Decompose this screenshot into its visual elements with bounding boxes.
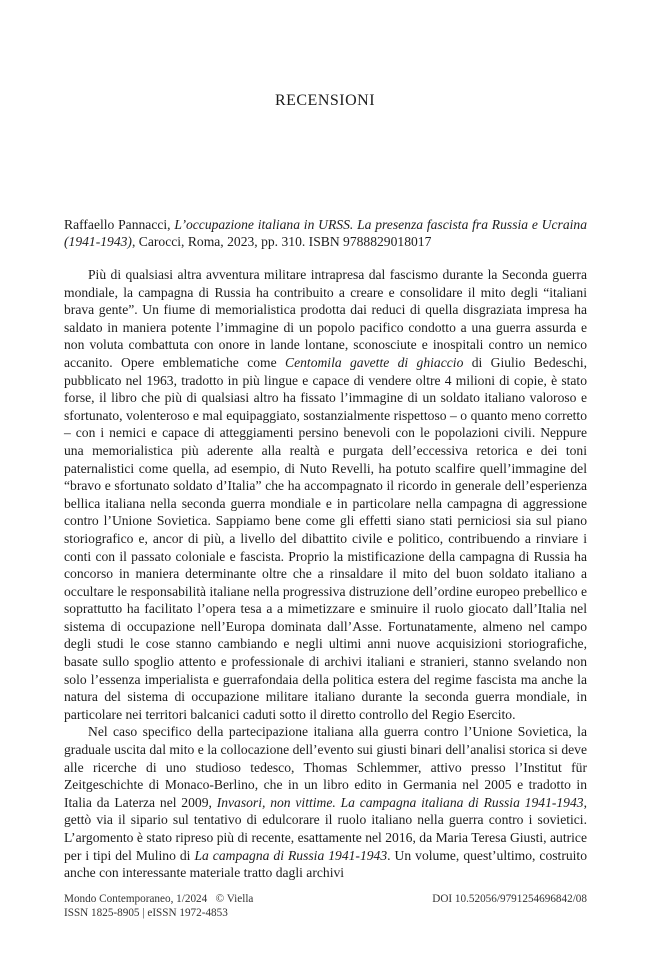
page-footer xyxy=(64,892,587,920)
italic-title: La campagna di Russia 1941-1943 xyxy=(194,847,388,863)
review-body xyxy=(64,266,587,882)
italic-title: Centomila gavette di ghiaccio xyxy=(285,354,464,370)
italic-title: Invasori, non vittime. La campagna italiana di Russia 1941-1943 xyxy=(216,794,584,810)
footer-journal-info xyxy=(64,892,253,906)
paragraph-text: Nel caso specifico della partecipazione italiana alla guerra contro l’Unione Sovietica, la graduale uscita dal mito e la collocazione dell’evento sui giusti binari dell’analisi storica si deve alle ricerche di uno studioso tedesco, Thomas Schlemmer, attivo presso l’Institut für Zeitgeschichte di Monaco-Berlino, che in un libro edito in Germania nel 2005 e tradotto in Italia da Laterza nel 2009, xyxy=(64,724,587,810)
citation-title: L’occupazione italiana in URSS. La presenza fascista fra Russia e Ucraina (1941-1943) xyxy=(64,217,587,249)
review-paragraph-2 xyxy=(64,723,587,881)
paragraph-text: , gettò via il sipario sul tentativo di edulcorare il ruolo italiano nella guerra contro i sovietici. L’argomento è stato ripreso più di recente, esattamente nel 2016, da Maria Teresa Giusti, autrice per i tipi del Mulino di xyxy=(64,794,587,863)
footer-publisher: © Viella xyxy=(215,893,254,905)
paragraph-text: di Giulio Bedeschi, pubblicato nel 1963, tradotto in più lingue e capace di vendere oltre 4 milioni di copie, è stato forse, il libro che più di qualsiasi altro ha fissato l’immagine di un soldato italiano valoroso e sfortunato, volenteroso e mal equipaggiato, sostanzialmente rispettoso – o quanto meno corretto – con i nemici e capace di atteggiamenti persino benevoli con le popolazioni civili. Neppure una memorialistica più aderente alla realtà e purgata dell’eccessiva retorica e dei toni paternalistici come quella, ad esempio, di Nuto Revelli, ha potuto scalfire quell’immagine del “bravo e sfortunato soldato d’Italia” che ha accompagnato il ricordo in generale dell’esperienza bellica italiana nella seconda guerra mondiale e in particolare nella campagna di aggressione contro l’Unione Sovietica. Sappiamo bene come gli effetti siano stati perniciosi sia sul piano storiografico e, ancor di più, a livello del dibattito civile e politico, contribuendo a rinviare i conti con il passato coloniale e fascista. Proprio la mistificazione della campagna di Russia ha concorso in maniera determinante oltre che a rinsaldare il mito del buon soldato italiano a occultare le responsabilità italiane nella progressiva distruzione dell’ordine europeo prebellico e soprattutto ha facilitato l’opera tesa a a mimetizzare e sminuire il ruolo giocato dall’Italia nel sistema di occupazione nell’Europa dominata dall’Asse. Fortunatamente, almeno nel campo degli studi le cose stanno cambiando e negli ultimi anni nuove acquisizioni storiografiche, basate sullo spoglio attento e professionale di archivi italiani e stranieri, stanno svelando non solo l’essenza imperialista e guerrafondaia della politica estera del regime fascista ma anche la natura del sistema di occupazione militare italiano durante la seconda guerra mondiale, in particolare nei territori balcanici caduti sotto il diretto controllo del Regio Esercito. xyxy=(64,354,587,722)
footer-journal: Mondo Contemporaneo, 1/2024 xyxy=(64,893,208,905)
footer-issn: ISSN 1825-8905 | eISSN 1972-4853 xyxy=(64,907,228,919)
citation-author: Raffaello Pannacci, xyxy=(64,217,171,232)
section-title: RECENSIONI xyxy=(274,92,376,109)
paragraph-text: . Un volume, quest’ultimo, costruito anche con interessante materiale tratto dagli archivi xyxy=(64,847,588,881)
review-paragraph-1 xyxy=(64,266,587,723)
citation-publication-details: , Carocci, Roma, 2023, pp. 310. ISBN 9788829018017 xyxy=(131,234,432,249)
book-citation xyxy=(64,216,587,250)
footer-doi: DOI 10.52056/9791254696842/08 xyxy=(432,893,587,905)
paragraph-text: Più di qualsiasi altra avventura militare intrapresa dal fascismo durante la Seconda guerra mondiale, la campagna di Russia ha contribuito a creare e consolidare il mito degli “italiani brava gente”. Un fiume di memorialistica prodotta dai reduci di quella disgraziata impresa ha saldato in maniera potente l’immagine di un popolo pacifico condotto a una guerra assurda e non voluta combattuta con onore in lande lontane, sconosciute e inospitali contro un nemico accanito. Opere emblematiche come xyxy=(64,267,587,370)
